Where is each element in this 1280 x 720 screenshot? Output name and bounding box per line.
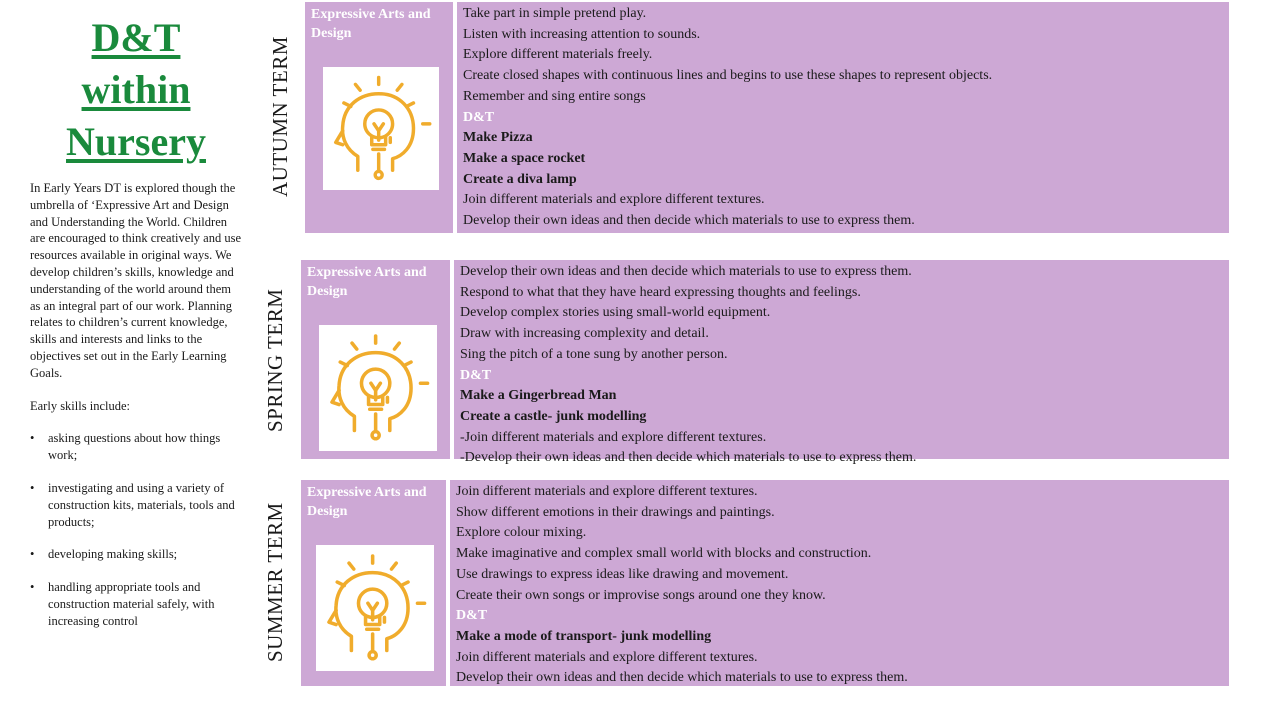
objective-line: Make a Gingerbread Man [460,388,617,404]
lightbulb-head-icon [323,67,439,190]
lightbulb-head-icon [316,545,434,671]
objective-line: Remember and sing entire songs [463,88,646,104]
objectives-panel-spring [454,260,1229,466]
objective-line: Develop their own ideas and then decide which materials to use to express them. [463,213,915,229]
title-line: Nursery [66,119,206,164]
objective-line: Join different materials and explore different textures. [456,649,758,665]
objective-line: Draw with increasing complexity and detail. [460,326,709,342]
list-item: • investigating and using a variety of construction kits, materials, tools and products; [30,480,242,530]
objective-line: Create a castle- junk modelling [460,408,647,424]
objective-line: Explore colour mixing. [456,525,587,541]
objective-line: Take part in simple pretend play. [463,6,647,21]
objective-line: Make a space rocket [463,150,586,166]
objective-line: Join different materials and explore different textures. [456,484,758,499]
list-item: • handling appropriate tools and construction material safely, with increasing control [30,579,242,629]
dt-heading: D&T [460,367,492,383]
objective-line: Respond to what that they have heard expressing thoughts and feelings. [460,284,861,300]
objective-line: Develop complex stories using small-world equipment. [460,305,771,321]
objective-line: Join different materials and explore different textures. [463,192,765,208]
objective-line: Make Pizza [463,130,533,146]
list-item: • asking questions about how things work; [30,430,242,464]
area-title: Expressive Arts and Design [307,265,427,299]
intro-paragraph: In Early Years DT is explored though the umbrella of ‘Expressive Art and Design and Understanding the World. Children are encouraged to think creatively and use resources available in original ways. We develop children’s skills, knowledge and understanding of the world around them as an integral part of our work. Planning relates to children’s current knowledge, skills and interests and links to the objectives set out in the Early Learning Goals. [30,181,242,380]
objective-line: Create closed shapes with continuous lines and begins to use these shapes to represent objects. [463,68,993,84]
objective-line: Make imaginative and complex small world with blocks and construction. [456,546,872,562]
objective-line: Develop their own ideas and then decide which materials to use to express them. [456,670,908,686]
lightbulb-head-icon [319,325,437,451]
objective-line: Listen with increasing attention to sounds. [463,26,701,42]
objective-line: -Develop their own ideas and then decide which materials to use to express them. [460,450,917,466]
objectives-panel-autumn [457,2,1229,233]
skills-heading: Early skills include: [30,398,130,413]
intro-section [30,180,242,646]
objective-line: Use drawings to express ideas like drawing and movement. [456,566,789,582]
objective-line: Show different emotions in their drawings and paintings. [456,504,775,520]
list-item: • developing making skills; [30,546,242,563]
objective-line: Develop their own ideas and then decide which materials to use to express them. [460,264,912,279]
page-title [30,12,242,168]
objectives-panel-summer [450,480,1229,686]
area-title: Expressive Arts and Design [307,485,427,519]
objective-line: Make a mode of transport- junk modelling [456,628,712,644]
dt-heading: D&T [456,608,488,624]
title-line: within [81,67,191,112]
term-label-autumn: AUTUMN TERM [268,36,292,198]
term-label-spring: SPRING TERM [263,288,287,432]
dt-heading: D&T [463,109,495,125]
area-title: Expressive Arts and Design [311,7,431,41]
objective-line: -Join different materials and explore different textures. [460,429,767,445]
title-line: D&T [91,15,181,60]
skills-list [30,430,242,629]
objective-line: Create a diva lamp [463,171,577,187]
objective-line: Explore different materials freely. [463,47,653,63]
term-label-summer: SUMMER TERM [263,502,287,662]
objective-line: Create their own songs or improvise songs around one they know. [456,587,826,603]
objective-line: Sing the pitch of a tone sung by another person. [460,346,728,362]
